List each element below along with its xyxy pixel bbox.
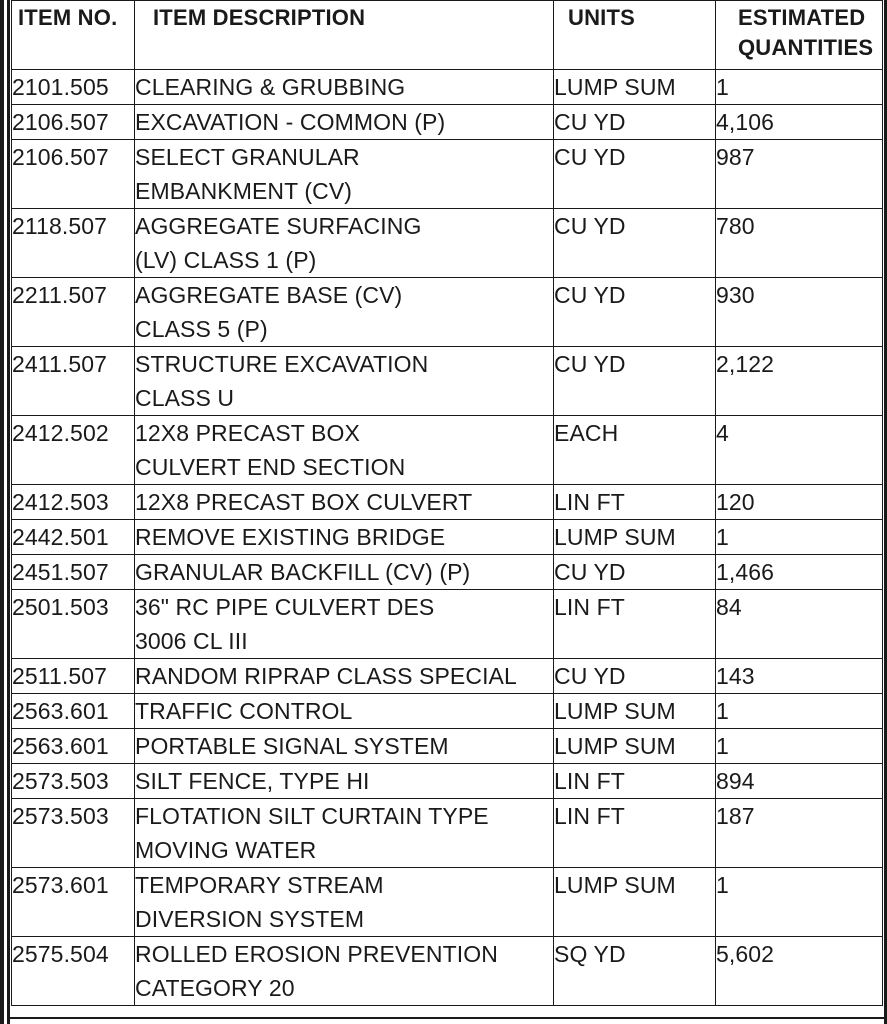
units-cell: CU YD bbox=[554, 105, 716, 140]
table-row bbox=[12, 70, 883, 105]
item-description-cell bbox=[135, 694, 554, 729]
item-description-cell bbox=[135, 729, 554, 764]
description-line: AGGREGATE BASE (CV) bbox=[135, 282, 403, 308]
item-description-cell bbox=[135, 764, 554, 799]
description-line: DIVERSION SYSTEM bbox=[135, 906, 365, 932]
estimated-quantity-cell: 1,466 bbox=[716, 555, 883, 590]
header-quantities: QUANTITIES bbox=[738, 35, 874, 60]
description-line: EMBANKMENT (CV) bbox=[135, 178, 353, 204]
item-number-cell: 2573.503 bbox=[12, 799, 135, 868]
estimated-quantity-cell: 4 bbox=[716, 416, 883, 485]
estimated-quantity-cell: 987 bbox=[716, 140, 883, 209]
table-row bbox=[12, 105, 883, 140]
item-number-cell: 2118.507 bbox=[12, 209, 135, 278]
table-row bbox=[12, 520, 883, 555]
table-row bbox=[12, 764, 883, 799]
description-line: EXCAVATION - COMMON (P) bbox=[135, 109, 446, 135]
item-description-cell bbox=[135, 105, 554, 140]
description-line: CLEARING & GRUBBING bbox=[135, 74, 406, 100]
estimated-quantity-cell: 780 bbox=[716, 209, 883, 278]
table-row bbox=[12, 590, 883, 659]
units-cell: CU YD bbox=[554, 140, 716, 209]
units-cell: LIN FT bbox=[554, 590, 716, 659]
table-row bbox=[12, 209, 883, 278]
estimated-quantities-table bbox=[11, 0, 883, 1006]
table-row bbox=[12, 729, 883, 764]
item-number-cell: 2411.507 bbox=[12, 347, 135, 416]
description-line: 3006 CL III bbox=[135, 628, 248, 654]
description-line: GRANULAR BACKFILL (CV) (P) bbox=[135, 559, 471, 585]
units-cell: CU YD bbox=[554, 555, 716, 590]
item-number-cell: 2101.505 bbox=[12, 70, 135, 105]
table-row bbox=[12, 485, 883, 520]
description-line: SILT FENCE, TYPE HI bbox=[135, 768, 370, 794]
item-description-cell bbox=[135, 140, 554, 209]
item-number-cell: 2573.503 bbox=[12, 764, 135, 799]
table-header-row bbox=[12, 1, 883, 70]
item-number-cell: 2511.507 bbox=[12, 659, 135, 694]
description-line: 36" RC PIPE CULVERT DES bbox=[135, 594, 435, 620]
item-description-cell bbox=[135, 590, 554, 659]
description-line: PORTABLE SIGNAL SYSTEM bbox=[135, 733, 449, 759]
item-number-cell: 2442.501 bbox=[12, 520, 135, 555]
units-cell: LUMP SUM bbox=[554, 729, 716, 764]
description-line: CULVERT END SECTION bbox=[135, 454, 406, 480]
item-description-cell bbox=[135, 209, 554, 278]
item-description-cell bbox=[135, 278, 554, 347]
description-line: TRAFFIC CONTROL bbox=[135, 698, 353, 724]
item-number-cell: 2412.502 bbox=[12, 416, 135, 485]
units-cell: LUMP SUM bbox=[554, 70, 716, 105]
table-row bbox=[12, 347, 883, 416]
estimated-quantity-cell: 187 bbox=[716, 799, 883, 868]
estimated-quantity-cell: 5,602 bbox=[716, 937, 883, 1006]
header-item-no: ITEM NO. bbox=[12, 1, 135, 70]
units-cell: EACH bbox=[554, 416, 716, 485]
item-number-cell: 2563.601 bbox=[12, 729, 135, 764]
description-line: STRUCTURE EXCAVATION bbox=[135, 351, 429, 377]
description-line: 12X8 PRECAST BOX bbox=[135, 420, 360, 446]
item-number-cell: 2211.507 bbox=[12, 278, 135, 347]
description-line: ROLLED EROSION PREVENTION bbox=[135, 941, 498, 967]
estimated-quantity-cell: 84 bbox=[716, 590, 883, 659]
units-cell: LIN FT bbox=[554, 764, 716, 799]
units-cell: CU YD bbox=[554, 278, 716, 347]
units-cell: LIN FT bbox=[554, 799, 716, 868]
item-number-cell: 2575.504 bbox=[12, 937, 135, 1006]
description-line: REMOVE EXISTING BRIDGE bbox=[135, 524, 446, 550]
units-cell: LUMP SUM bbox=[554, 520, 716, 555]
item-description-cell bbox=[135, 520, 554, 555]
table-row bbox=[12, 278, 883, 347]
table-row bbox=[12, 555, 883, 590]
description-line: SELECT GRANULAR bbox=[135, 144, 360, 170]
item-number-cell: 2106.507 bbox=[12, 140, 135, 209]
estimated-quantity-cell: 2,122 bbox=[716, 347, 883, 416]
item-description-cell bbox=[135, 868, 554, 937]
description-line: MOVING WATER bbox=[135, 837, 317, 863]
description-line: (LV) CLASS 1 (P) bbox=[135, 247, 317, 273]
item-number-cell: 2501.503 bbox=[12, 590, 135, 659]
table-row bbox=[12, 937, 883, 1006]
description-line: RANDOM RIPRAP CLASS SPECIAL bbox=[135, 663, 517, 689]
units-cell: LUMP SUM bbox=[554, 868, 716, 937]
estimated-quantity-cell: 120 bbox=[716, 485, 883, 520]
table-row bbox=[12, 659, 883, 694]
item-number-cell: 2412.503 bbox=[12, 485, 135, 520]
units-cell: SQ YD bbox=[554, 937, 716, 1006]
item-description-cell bbox=[135, 937, 554, 1006]
table-row bbox=[12, 799, 883, 868]
estimated-quantity-cell: 1 bbox=[716, 729, 883, 764]
units-cell: CU YD bbox=[554, 209, 716, 278]
description-line: AGGREGATE SURFACING bbox=[135, 213, 422, 239]
item-number-cell: 2573.601 bbox=[12, 868, 135, 937]
header-units: UNITS bbox=[554, 1, 716, 70]
bottom-border-line bbox=[10, 1017, 887, 1019]
description-line: TEMPORARY STREAM bbox=[135, 872, 384, 898]
estimated-quantity-cell: 930 bbox=[716, 278, 883, 347]
description-line: CLASS 5 (P) bbox=[135, 316, 268, 342]
item-description-cell bbox=[135, 799, 554, 868]
item-description-cell bbox=[135, 659, 554, 694]
estimated-quantity-cell: 1 bbox=[716, 70, 883, 105]
left-border-bar bbox=[0, 0, 4, 1024]
estimated-quantity-cell: 894 bbox=[716, 764, 883, 799]
item-number-cell: 2563.601 bbox=[12, 694, 135, 729]
item-number-cell: 2106.507 bbox=[12, 105, 135, 140]
table-row bbox=[12, 694, 883, 729]
description-line: CATEGORY 20 bbox=[135, 975, 295, 1001]
description-line: 12X8 PRECAST BOX CULVERT bbox=[135, 489, 473, 515]
units-cell: LUMP SUM bbox=[554, 694, 716, 729]
item-number-cell: 2451.507 bbox=[12, 555, 135, 590]
header-estimated: ESTIMATED bbox=[738, 5, 866, 30]
left-inner-border-bar bbox=[7, 0, 10, 1024]
item-description-cell bbox=[135, 416, 554, 485]
units-cell: CU YD bbox=[554, 347, 716, 416]
table-row bbox=[12, 868, 883, 937]
description-line: FLOTATION SILT CURTAIN TYPE bbox=[135, 803, 489, 829]
header-item-description: ITEM DESCRIPTION bbox=[135, 1, 554, 70]
description-line: CLASS U bbox=[135, 385, 235, 411]
estimated-quantity-cell: 4,106 bbox=[716, 105, 883, 140]
table-row bbox=[12, 416, 883, 485]
item-description-cell bbox=[135, 70, 554, 105]
estimated-quantity-cell: 1 bbox=[716, 868, 883, 937]
table-row bbox=[12, 140, 883, 209]
header-estimated-quantities bbox=[716, 1, 883, 70]
estimated-quantity-cell: 1 bbox=[716, 694, 883, 729]
units-cell: CU YD bbox=[554, 659, 716, 694]
item-description-cell bbox=[135, 555, 554, 590]
item-description-cell bbox=[135, 347, 554, 416]
units-cell: LIN FT bbox=[554, 485, 716, 520]
estimated-quantity-cell: 143 bbox=[716, 659, 883, 694]
item-description-cell bbox=[135, 485, 554, 520]
estimated-quantity-cell: 1 bbox=[716, 520, 883, 555]
